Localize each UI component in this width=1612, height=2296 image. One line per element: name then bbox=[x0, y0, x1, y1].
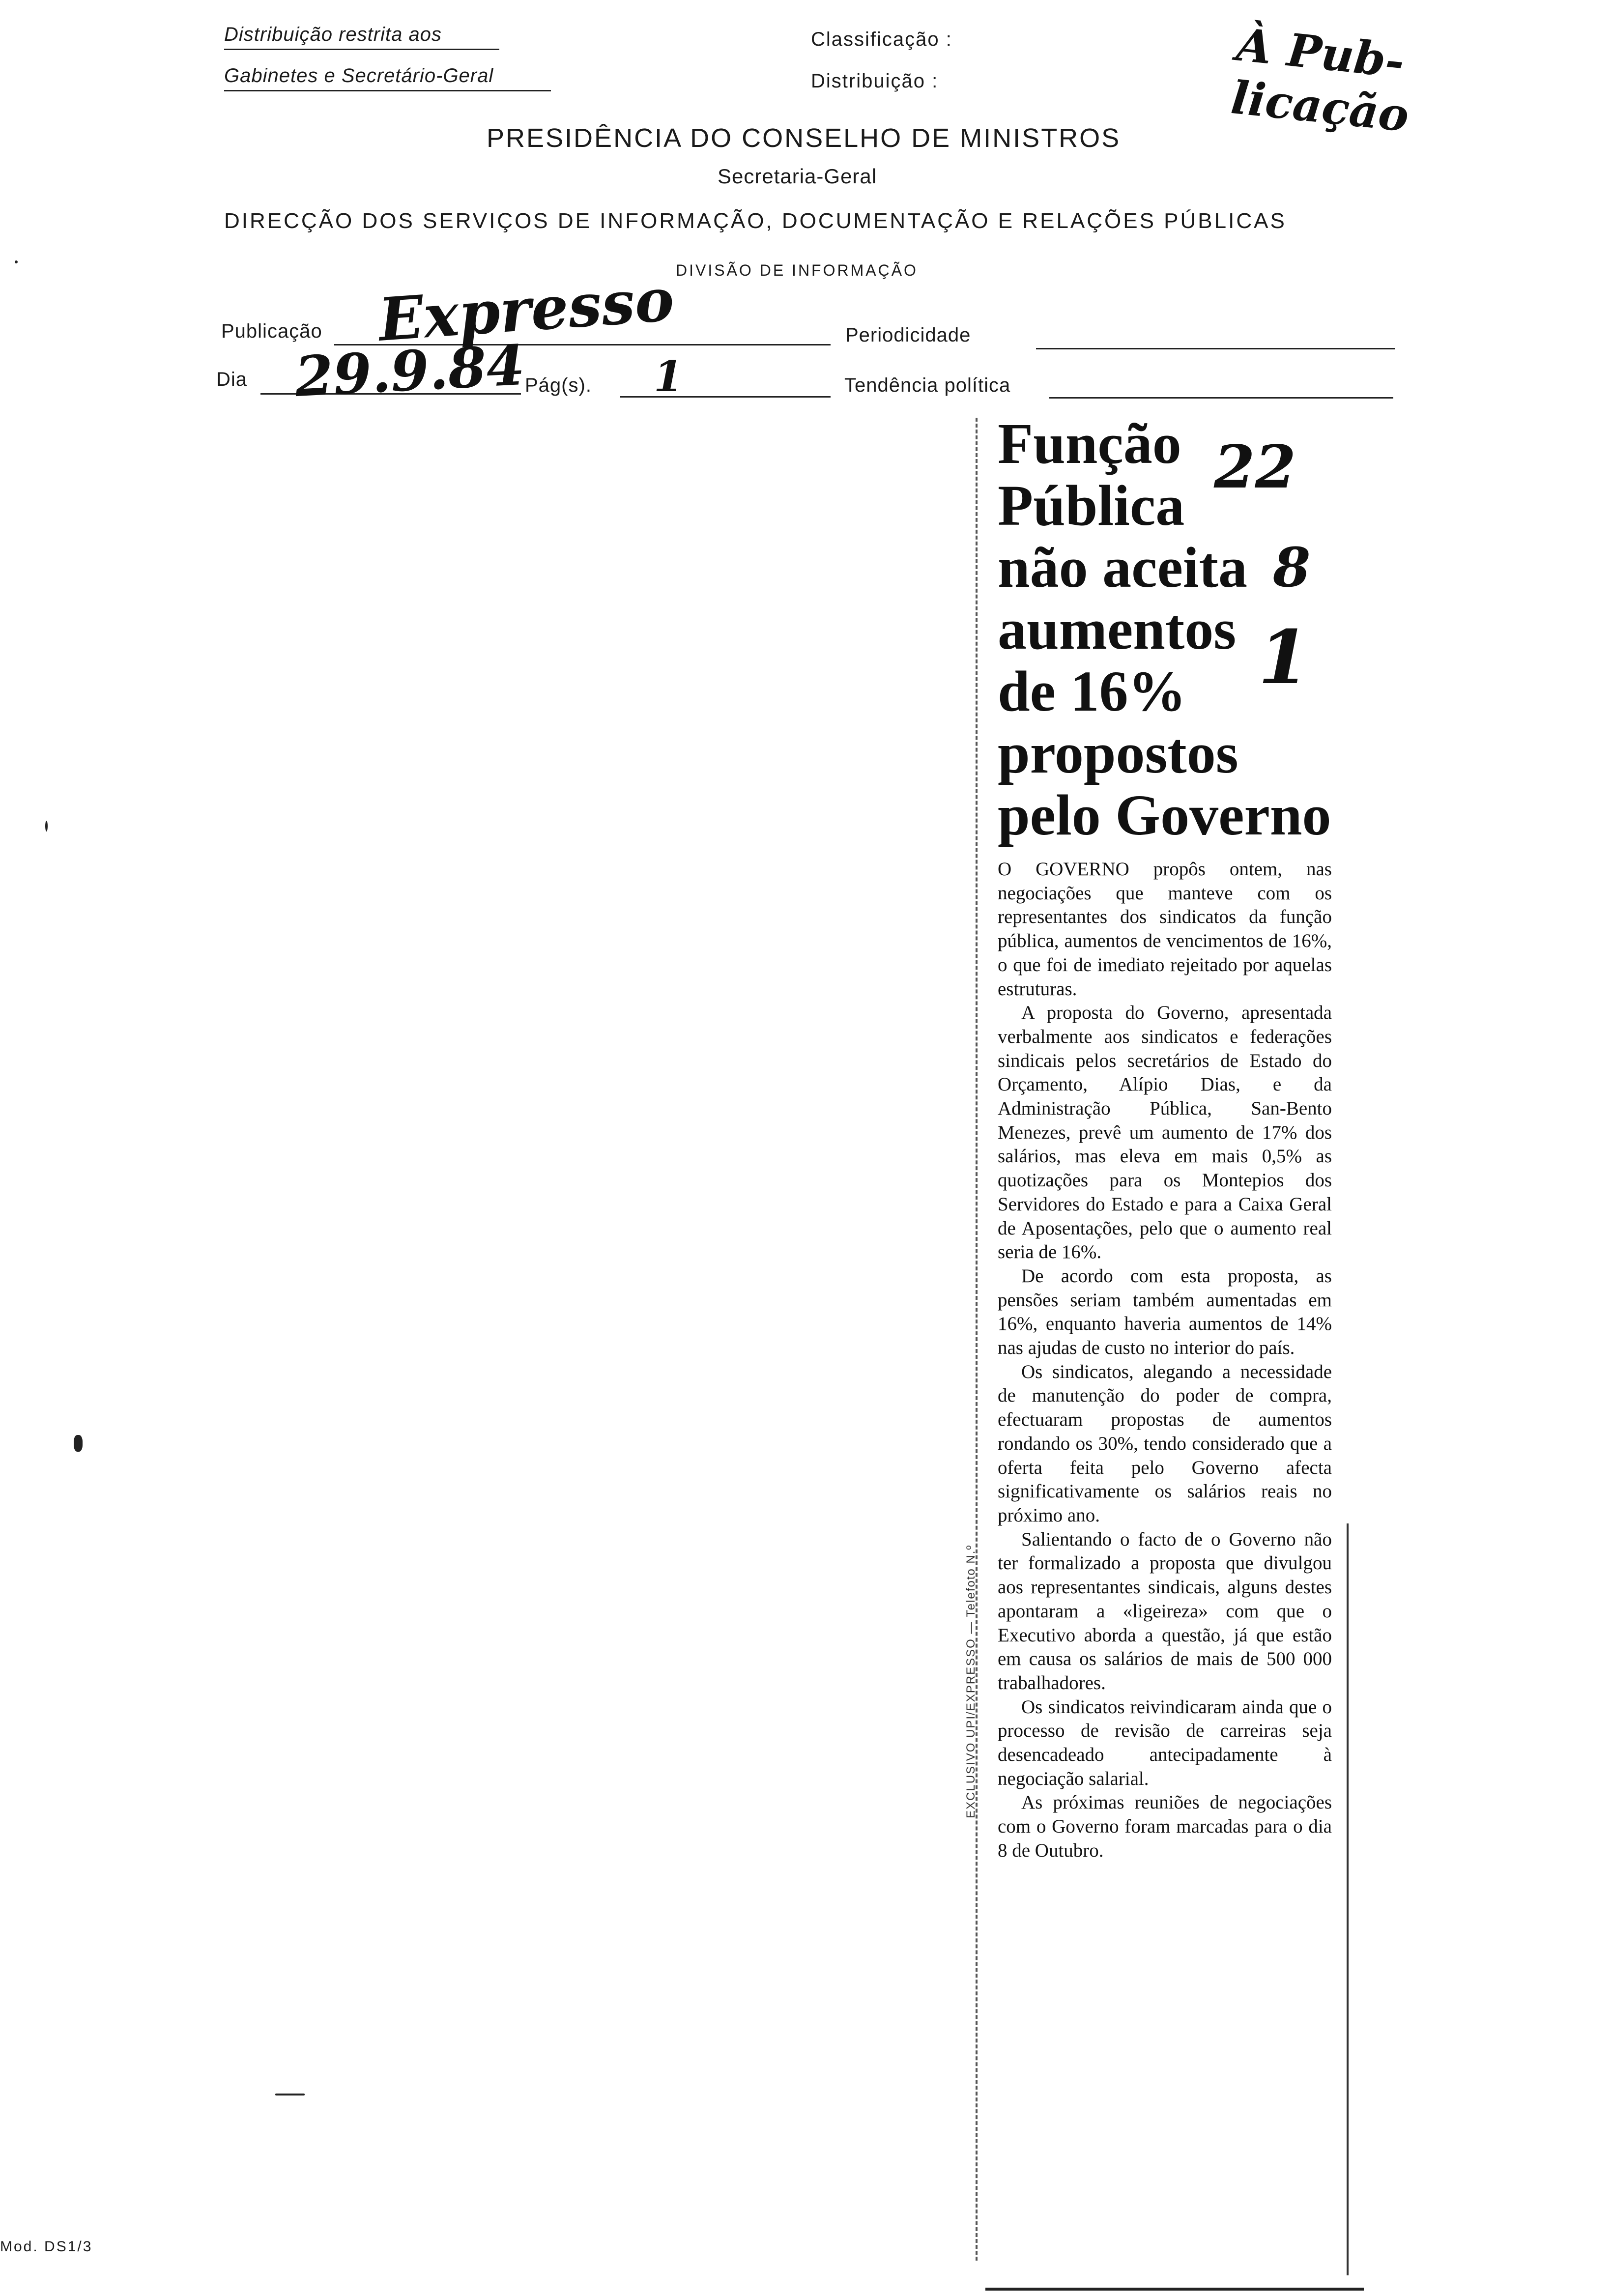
paginas-handwritten-value: 1 bbox=[654, 352, 683, 402]
article-paragraph: Os sindicatos, alegando a necessidade de manutenção do poder de compra, efectuaram propostas de aumentos rondando os 30%, tendo considerado que a oferta feita pelo Governo afecta significativamente os salários reais no próximo ano. bbox=[998, 1361, 1332, 1526]
direccao-heading: DIRECÇÃO DOS SERVIÇOS DE INFORMAÇÃO, DOCUMENTAÇÃO E RELAÇÕES PÚBLICAS bbox=[224, 209, 1287, 233]
article-paragraph: A proposta do Governo, apresentada verbalmente aos sindicatos e federações sindicais pelos secretários de Estado do Orçamento, Alípio Dias, e da Administração Pública, San-Bento Menezes, prevê um aumento de 17% dos salários, mas eleva em mais 0,5% as quotizações para os Montepios dos Servidores do Estado e para a Caixa Geral de Aposentações, pelo que o aumento real seria de 16%. bbox=[998, 1002, 1332, 1263]
scan-speck bbox=[15, 260, 18, 263]
article-paragraph: Salientando o facto de o Governo não ter formalizado a proposta que divulgou aos representantes sindicais, alguns destes apontaram a «ligeireza» com que o Executivo aborda a questão, já que estão em causa os salários de mais de 500 000 trabalhadores. bbox=[998, 1528, 1332, 1693]
distribuicao-label: Distribuição : bbox=[811, 70, 939, 92]
clipping-left-edge bbox=[976, 418, 978, 2261]
publicacao-label: Publicação bbox=[221, 320, 322, 342]
clipping-body bbox=[998, 858, 1332, 1863]
dia-label: Dia bbox=[216, 369, 248, 390]
divisao-heading: DIVISÃO DE INFORMAÇÃO bbox=[676, 261, 918, 279]
handwritten-mark: 22 bbox=[1214, 432, 1296, 502]
headline-line: propostos bbox=[998, 721, 1238, 785]
presidency-heading: PRESIDÊNCIA DO CONSELHO DE MINISTROS bbox=[487, 123, 1121, 153]
publicacao-handwritten-value: Expresso bbox=[376, 265, 676, 355]
clipping-right-edge bbox=[1347, 1523, 1349, 2275]
scan-speck bbox=[45, 821, 48, 832]
tendencia-label: Tendência política bbox=[844, 374, 1011, 396]
article-paragraph: De acordo com esta proposta, as pensões seriam também aumentadas em 16%, enquanto haveria aumentos de 14% nas ajudas de custo no interior do país. bbox=[998, 1265, 1332, 1359]
periodicidade-line bbox=[1036, 348, 1395, 349]
handwritten-mark: 8 bbox=[1273, 536, 1311, 599]
form-model-code: Mod. DS1/3 bbox=[0, 2239, 93, 2255]
scan-speck bbox=[74, 1435, 83, 1452]
headline-line: pelo Governo bbox=[998, 783, 1331, 847]
headline-line: Pública bbox=[998, 473, 1185, 538]
periodicidade-label: Periodicidade bbox=[845, 324, 971, 346]
headline-line: Função bbox=[998, 411, 1181, 476]
photo-credit-vertical: EXCLUSIVO UPI/EXPRESSO — Telefoto N.º bbox=[964, 1544, 978, 1818]
distribution-restriction-line1: Distribuição restrita aos bbox=[224, 24, 499, 50]
handwritten-mark: 1 bbox=[1258, 614, 1310, 701]
handwritten-routing-note: À Pub-licação bbox=[1228, 18, 1411, 143]
article-paragraph: Os sindicatos reivindicaram ainda que o processo de revisão de carreiras seja desencadeado antecipadamente à negociação salarial. bbox=[998, 1696, 1332, 1789]
article-paragraph: As próximas reuniões de negociações com o Governo foram marcadas para o dia 8 de Outubro. bbox=[998, 1792, 1332, 1861]
scan-speck bbox=[275, 2094, 305, 2095]
article-paragraph: O GOVERNO propôs ontem, nas negociações que manteve com os representantes dos sindicatos da função pública, aumentos de vencimentos de 16%, o que foi de imediato rejeitado por aquelas estruturas. bbox=[998, 859, 1332, 1000]
secretaria-geral-heading: Secretaria-Geral bbox=[718, 165, 877, 188]
headline-line: de 16% bbox=[998, 659, 1186, 723]
clipping-bottom-edge bbox=[985, 2288, 1364, 2291]
headline-line: aumentos bbox=[998, 597, 1237, 661]
tendencia-line bbox=[1049, 397, 1393, 399]
distribution-restriction-line2: Gabinetes e Secretário-Geral bbox=[224, 65, 551, 91]
headline-line: não aceita bbox=[998, 535, 1247, 600]
dia-handwritten-value: 29.9.84 bbox=[293, 333, 526, 410]
paginas-line bbox=[620, 396, 831, 398]
paginas-label: Pág(s). bbox=[525, 374, 592, 396]
classificacao-label: Classificação : bbox=[811, 29, 952, 50]
